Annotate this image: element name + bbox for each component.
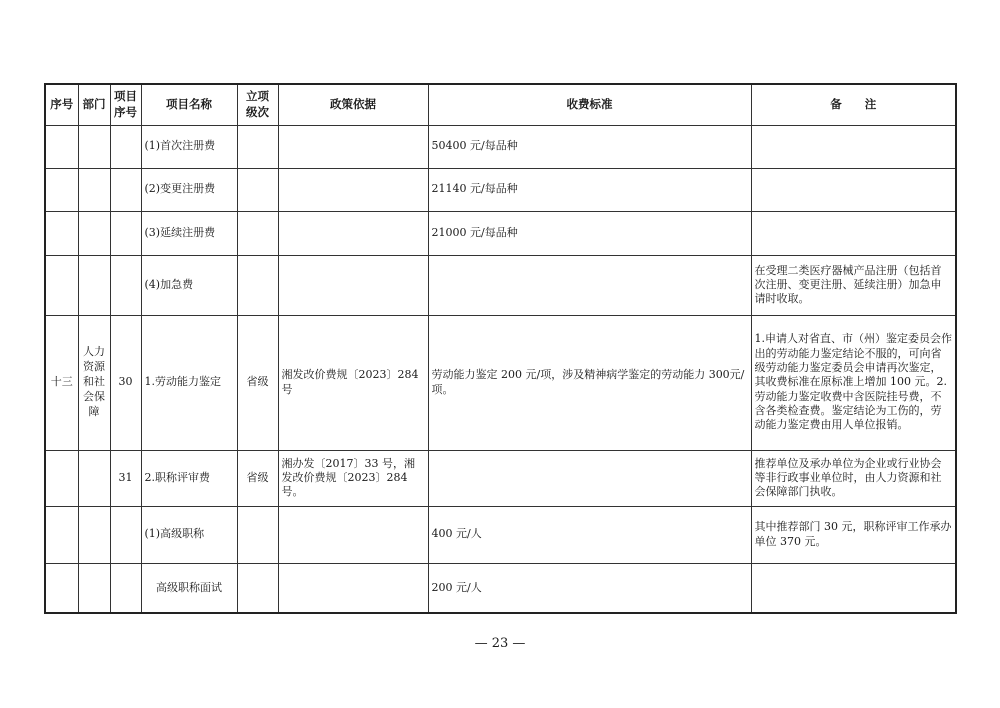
- cell-seq: [45, 125, 78, 168]
- cell-fee: 50400 元/每品种: [428, 125, 751, 168]
- cell-notes: 在受理二类医疗器械产品注册（包括首次注册、变更注册、延续注册）加急申请时收取。: [751, 255, 956, 315]
- cell-seq: [45, 506, 78, 563]
- header-item-seq: 项目序号: [110, 84, 141, 125]
- cell-policy: 湘办发〔2017〕33 号，湘发改价费规〔2023〕284号。: [278, 450, 428, 506]
- cell-item-seq: [110, 506, 141, 563]
- cell-dept: [78, 168, 110, 211]
- table-row: [45, 450, 956, 506]
- cell-item-seq: 30: [110, 315, 141, 450]
- cell-level: 省级: [237, 315, 278, 450]
- cell-dept: [78, 125, 110, 168]
- cell-notes: 其中推荐部门 30 元，职称评审工作承办单位 370 元。: [751, 506, 956, 563]
- cell-item-name: (1)首次注册费: [141, 125, 237, 168]
- cell-policy: [278, 255, 428, 315]
- cell-fee: 劳动能力鉴定 200 元/项，涉及精神病学鉴定的劳动能力 300元/项。: [428, 315, 751, 450]
- cell-seq: 十三: [45, 315, 78, 450]
- cell-seq: [45, 450, 78, 506]
- cell-seq: [45, 255, 78, 315]
- cell-level: [237, 168, 278, 211]
- cell-item-name: (4)加急费: [141, 255, 237, 315]
- cell-dept: [78, 255, 110, 315]
- table-row: [45, 168, 956, 211]
- cell-item-seq: 31: [110, 450, 141, 506]
- cell-fee: 21000 元/每品种: [428, 211, 751, 255]
- cell-level: 省级: [237, 450, 278, 506]
- cell-level: [237, 211, 278, 255]
- cell-policy: [278, 563, 428, 613]
- cell-fee: [428, 255, 751, 315]
- table-row: [45, 315, 956, 450]
- cell-dept: [78, 450, 110, 506]
- header-level: 立项级次: [237, 84, 278, 125]
- cell-fee: 400 元/人: [428, 506, 751, 563]
- cell-item-seq: [110, 168, 141, 211]
- cell-policy: [278, 211, 428, 255]
- cell-item-seq: [110, 563, 141, 613]
- cell-item-name: 1.劳动能力鉴定: [141, 315, 237, 450]
- table-row: [45, 255, 956, 315]
- cell-seq: [45, 211, 78, 255]
- cell-item-seq: [110, 255, 141, 315]
- header-notes: 备 注: [751, 84, 956, 125]
- cell-fee: 21140 元/每品种: [428, 168, 751, 211]
- cell-item-name: (1)高级职称: [141, 506, 237, 563]
- cell-level: [237, 255, 278, 315]
- cell-seq: [45, 563, 78, 613]
- header-policy: 政策依据: [278, 84, 428, 125]
- table-row: [45, 125, 956, 168]
- cell-dept: 人力资源和社会保障: [78, 315, 110, 450]
- cell-seq: [45, 168, 78, 211]
- table-row: [45, 211, 956, 255]
- cell-fee: 200 元/人: [428, 563, 751, 613]
- cell-notes: [751, 563, 956, 613]
- cell-policy: 湘发改价费规〔2023〕284号: [278, 315, 428, 450]
- header-row: [45, 84, 956, 125]
- cell-item-name: 高级职称面试: [141, 563, 237, 613]
- header-seq: 序号: [45, 84, 78, 125]
- cell-item-name: (2)变更注册费: [141, 168, 237, 211]
- page-number: — 23 —: [474, 636, 526, 651]
- header-dept: 部门: [78, 84, 110, 125]
- cell-notes: [751, 125, 956, 168]
- cell-level: [237, 563, 278, 613]
- cell-item-seq: [110, 211, 141, 255]
- cell-item-name: (3)延续注册费: [141, 211, 237, 255]
- cell-notes: 推荐单位及承办单位为企业或行业协会等非行政事业单位时，由人力资源和社会保障部门执收。: [751, 450, 956, 506]
- cell-notes: [751, 168, 956, 211]
- cell-dept: [78, 211, 110, 255]
- cell-notes: 1.申请人对省直、市（州）鉴定委员会作出的劳动能力鉴定结论不服的，可向省级劳动能力鉴定委员会申请再次鉴定，其收费标准在原标准上增加 100 元。2.劳动能力鉴定收费中含医院挂号费，不含各类检查费。鉴定结论为工伤的，劳动能力鉴定费由用人单位报销。: [751, 315, 956, 450]
- cell-policy: [278, 168, 428, 211]
- table-row: [45, 506, 956, 563]
- header-item-name: 项目名称: [141, 84, 237, 125]
- cell-level: [237, 125, 278, 168]
- cell-dept: [78, 563, 110, 613]
- header-fee: 收费标准: [428, 84, 751, 125]
- cell-policy: [278, 506, 428, 563]
- fee-table: [44, 83, 957, 614]
- cell-dept: [78, 506, 110, 563]
- cell-fee: [428, 450, 751, 506]
- cell-item-seq: [110, 125, 141, 168]
- cell-level: [237, 506, 278, 563]
- cell-item-name: 2.职称评审费: [141, 450, 237, 506]
- table-row: [45, 563, 956, 613]
- cell-notes: [751, 211, 956, 255]
- cell-policy: [278, 125, 428, 168]
